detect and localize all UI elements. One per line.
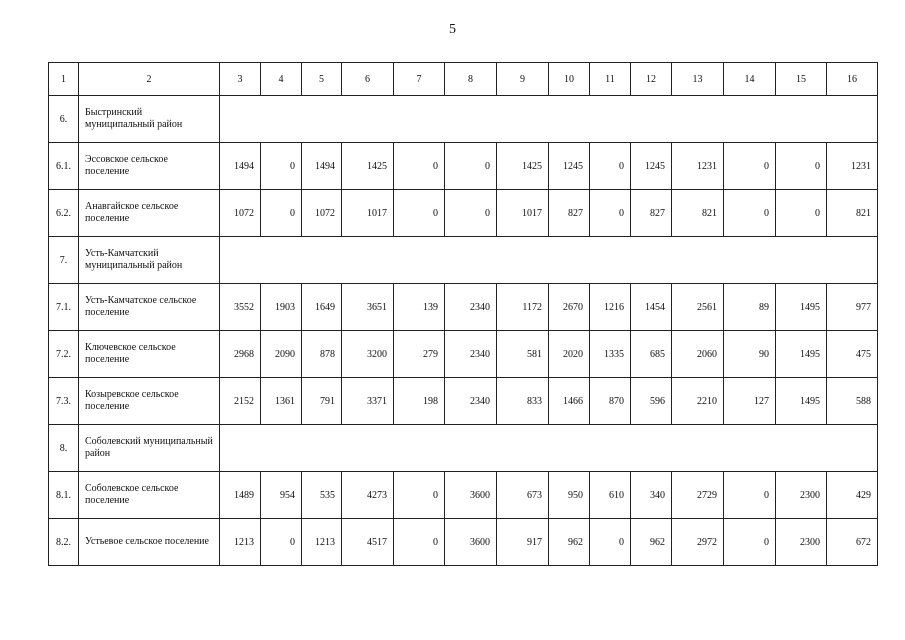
empty-merged-cell	[220, 425, 878, 472]
value-cell: 0	[590, 190, 631, 237]
value-cell: 1454	[631, 284, 672, 331]
value-cell: 791	[302, 378, 342, 425]
value-cell: 610	[590, 472, 631, 519]
value-cell: 1495	[776, 378, 827, 425]
value-cell: 962	[631, 519, 672, 566]
value-cell: 1335	[590, 331, 631, 378]
value-cell: 0	[590, 519, 631, 566]
column-number-cell: 5	[302, 63, 342, 96]
value-cell: 2300	[776, 519, 827, 566]
value-cell: 2968	[220, 331, 261, 378]
value-cell: 962	[549, 519, 590, 566]
value-cell: 2020	[549, 331, 590, 378]
value-cell: 340	[631, 472, 672, 519]
row-number: 8.	[49, 425, 79, 472]
value-cell: 672	[827, 519, 878, 566]
value-cell: 0	[445, 190, 497, 237]
value-cell: 878	[302, 331, 342, 378]
value-cell: 2561	[672, 284, 724, 331]
value-cell: 1072	[302, 190, 342, 237]
value-cell: 0	[394, 472, 445, 519]
value-cell: 1495	[776, 284, 827, 331]
value-cell: 954	[261, 472, 302, 519]
value-cell: 1245	[549, 143, 590, 190]
value-cell: 0	[261, 143, 302, 190]
row-number: 6.	[49, 96, 79, 143]
value-cell: 127	[724, 378, 776, 425]
data-table	[48, 62, 878, 566]
column-number-cell: 3	[220, 63, 261, 96]
settlement-name: Козыревское сельское поселение	[79, 378, 220, 425]
value-cell: 1494	[302, 143, 342, 190]
table-row	[49, 143, 878, 190]
value-cell: 2729	[672, 472, 724, 519]
value-cell: 0	[261, 519, 302, 566]
settlement-name: Устьевое сельское поселение	[79, 519, 220, 566]
row-number: 7.3.	[49, 378, 79, 425]
value-cell: 2972	[672, 519, 724, 566]
value-cell: 1213	[302, 519, 342, 566]
value-cell: 3552	[220, 284, 261, 331]
row-number: 8.2.	[49, 519, 79, 566]
value-cell: 0	[724, 143, 776, 190]
value-cell: 821	[827, 190, 878, 237]
column-number-cell: 9	[497, 63, 549, 96]
value-cell: 90	[724, 331, 776, 378]
value-cell: 2340	[445, 284, 497, 331]
settlement-name: Ключевское сельское поселение	[79, 331, 220, 378]
value-cell: 821	[672, 190, 724, 237]
district-name: Усть-Камчатский муниципальный район	[79, 237, 220, 284]
district-name: Быстринский муниципальный район	[79, 96, 220, 143]
value-cell: 2152	[220, 378, 261, 425]
value-cell: 3651	[342, 284, 394, 331]
value-cell: 2060	[672, 331, 724, 378]
value-cell: 1425	[342, 143, 394, 190]
page-number: 5	[449, 22, 456, 37]
value-cell: 535	[302, 472, 342, 519]
column-number-cell: 15	[776, 63, 827, 96]
row-number: 6.2.	[49, 190, 79, 237]
district-group-row	[49, 237, 878, 284]
value-cell: 2670	[549, 284, 590, 331]
value-cell: 1017	[497, 190, 549, 237]
value-cell: 0	[394, 519, 445, 566]
value-cell: 1361	[261, 378, 302, 425]
row-number: 8.1.	[49, 472, 79, 519]
column-number-cell: 8	[445, 63, 497, 96]
value-cell: 3371	[342, 378, 394, 425]
value-cell: 0	[724, 472, 776, 519]
value-cell: 139	[394, 284, 445, 331]
value-cell: 977	[827, 284, 878, 331]
column-number-cell: 12	[631, 63, 672, 96]
value-cell: 0	[261, 190, 302, 237]
row-number: 6.1.	[49, 143, 79, 190]
value-cell: 4273	[342, 472, 394, 519]
column-number-cell: 14	[724, 63, 776, 96]
empty-merged-cell	[220, 237, 878, 284]
column-number-cell: 11	[590, 63, 631, 96]
value-cell: 1903	[261, 284, 302, 331]
table-row	[49, 378, 878, 425]
value-cell: 279	[394, 331, 445, 378]
value-cell: 950	[549, 472, 590, 519]
value-cell: 1172	[497, 284, 549, 331]
value-cell: 596	[631, 378, 672, 425]
value-cell: 581	[497, 331, 549, 378]
value-cell: 0	[394, 190, 445, 237]
table-body	[49, 63, 878, 566]
value-cell: 1213	[220, 519, 261, 566]
value-cell: 4517	[342, 519, 394, 566]
value-cell: 0	[394, 143, 445, 190]
row-number: 7.2.	[49, 331, 79, 378]
value-cell: 1017	[342, 190, 394, 237]
settlement-name: Анавгайское сельское поселение	[79, 190, 220, 237]
row-number: 7.	[49, 237, 79, 284]
table-row	[49, 331, 878, 378]
value-cell: 917	[497, 519, 549, 566]
value-cell: 833	[497, 378, 549, 425]
value-cell: 89	[724, 284, 776, 331]
value-cell: 1649	[302, 284, 342, 331]
value-cell: 0	[776, 143, 827, 190]
value-cell: 0	[445, 143, 497, 190]
value-cell: 3600	[445, 519, 497, 566]
value-cell: 0	[590, 143, 631, 190]
value-cell: 3200	[342, 331, 394, 378]
value-cell: 1495	[776, 331, 827, 378]
value-cell: 429	[827, 472, 878, 519]
table-row	[49, 519, 878, 566]
value-cell: 1072	[220, 190, 261, 237]
value-cell: 1231	[672, 143, 724, 190]
column-number-cell: 7	[394, 63, 445, 96]
table-row	[49, 284, 878, 331]
value-cell: 870	[590, 378, 631, 425]
empty-merged-cell	[220, 96, 878, 143]
column-number-cell: 1	[49, 63, 79, 96]
value-cell: 827	[631, 190, 672, 237]
value-cell: 685	[631, 331, 672, 378]
value-cell: 827	[549, 190, 590, 237]
value-cell: 673	[497, 472, 549, 519]
value-cell: 2340	[445, 331, 497, 378]
value-cell: 2340	[445, 378, 497, 425]
settlement-name: Соболевское сельское поселение	[79, 472, 220, 519]
value-cell: 1494	[220, 143, 261, 190]
column-number-cell: 4	[261, 63, 302, 96]
column-number-cell: 16	[827, 63, 878, 96]
settlement-name: Эссовское сельское поселение	[79, 143, 220, 190]
value-cell: 1245	[631, 143, 672, 190]
value-cell: 475	[827, 331, 878, 378]
column-number-cell: 6	[342, 63, 394, 96]
value-cell: 3600	[445, 472, 497, 519]
value-cell: 0	[724, 190, 776, 237]
district-name: Соболевский муниципальный район	[79, 425, 220, 472]
value-cell: 2300	[776, 472, 827, 519]
table-row	[49, 472, 878, 519]
value-cell: 0	[776, 190, 827, 237]
value-cell: 1216	[590, 284, 631, 331]
value-cell: 1231	[827, 143, 878, 190]
row-number: 7.1.	[49, 284, 79, 331]
settlement-name: Усть-Камчатское сельское поселение	[79, 284, 220, 331]
district-group-row	[49, 96, 878, 143]
column-number-header	[49, 63, 878, 96]
column-number-cell: 13	[672, 63, 724, 96]
value-cell: 1425	[497, 143, 549, 190]
value-cell: 2210	[672, 378, 724, 425]
district-group-row	[49, 425, 878, 472]
value-cell: 198	[394, 378, 445, 425]
column-number-cell: 2	[79, 63, 220, 96]
table-row	[49, 190, 878, 237]
value-cell: 1466	[549, 378, 590, 425]
value-cell: 1489	[220, 472, 261, 519]
value-cell: 2090	[261, 331, 302, 378]
value-cell: 0	[724, 519, 776, 566]
column-number-cell: 10	[549, 63, 590, 96]
value-cell: 588	[827, 378, 878, 425]
